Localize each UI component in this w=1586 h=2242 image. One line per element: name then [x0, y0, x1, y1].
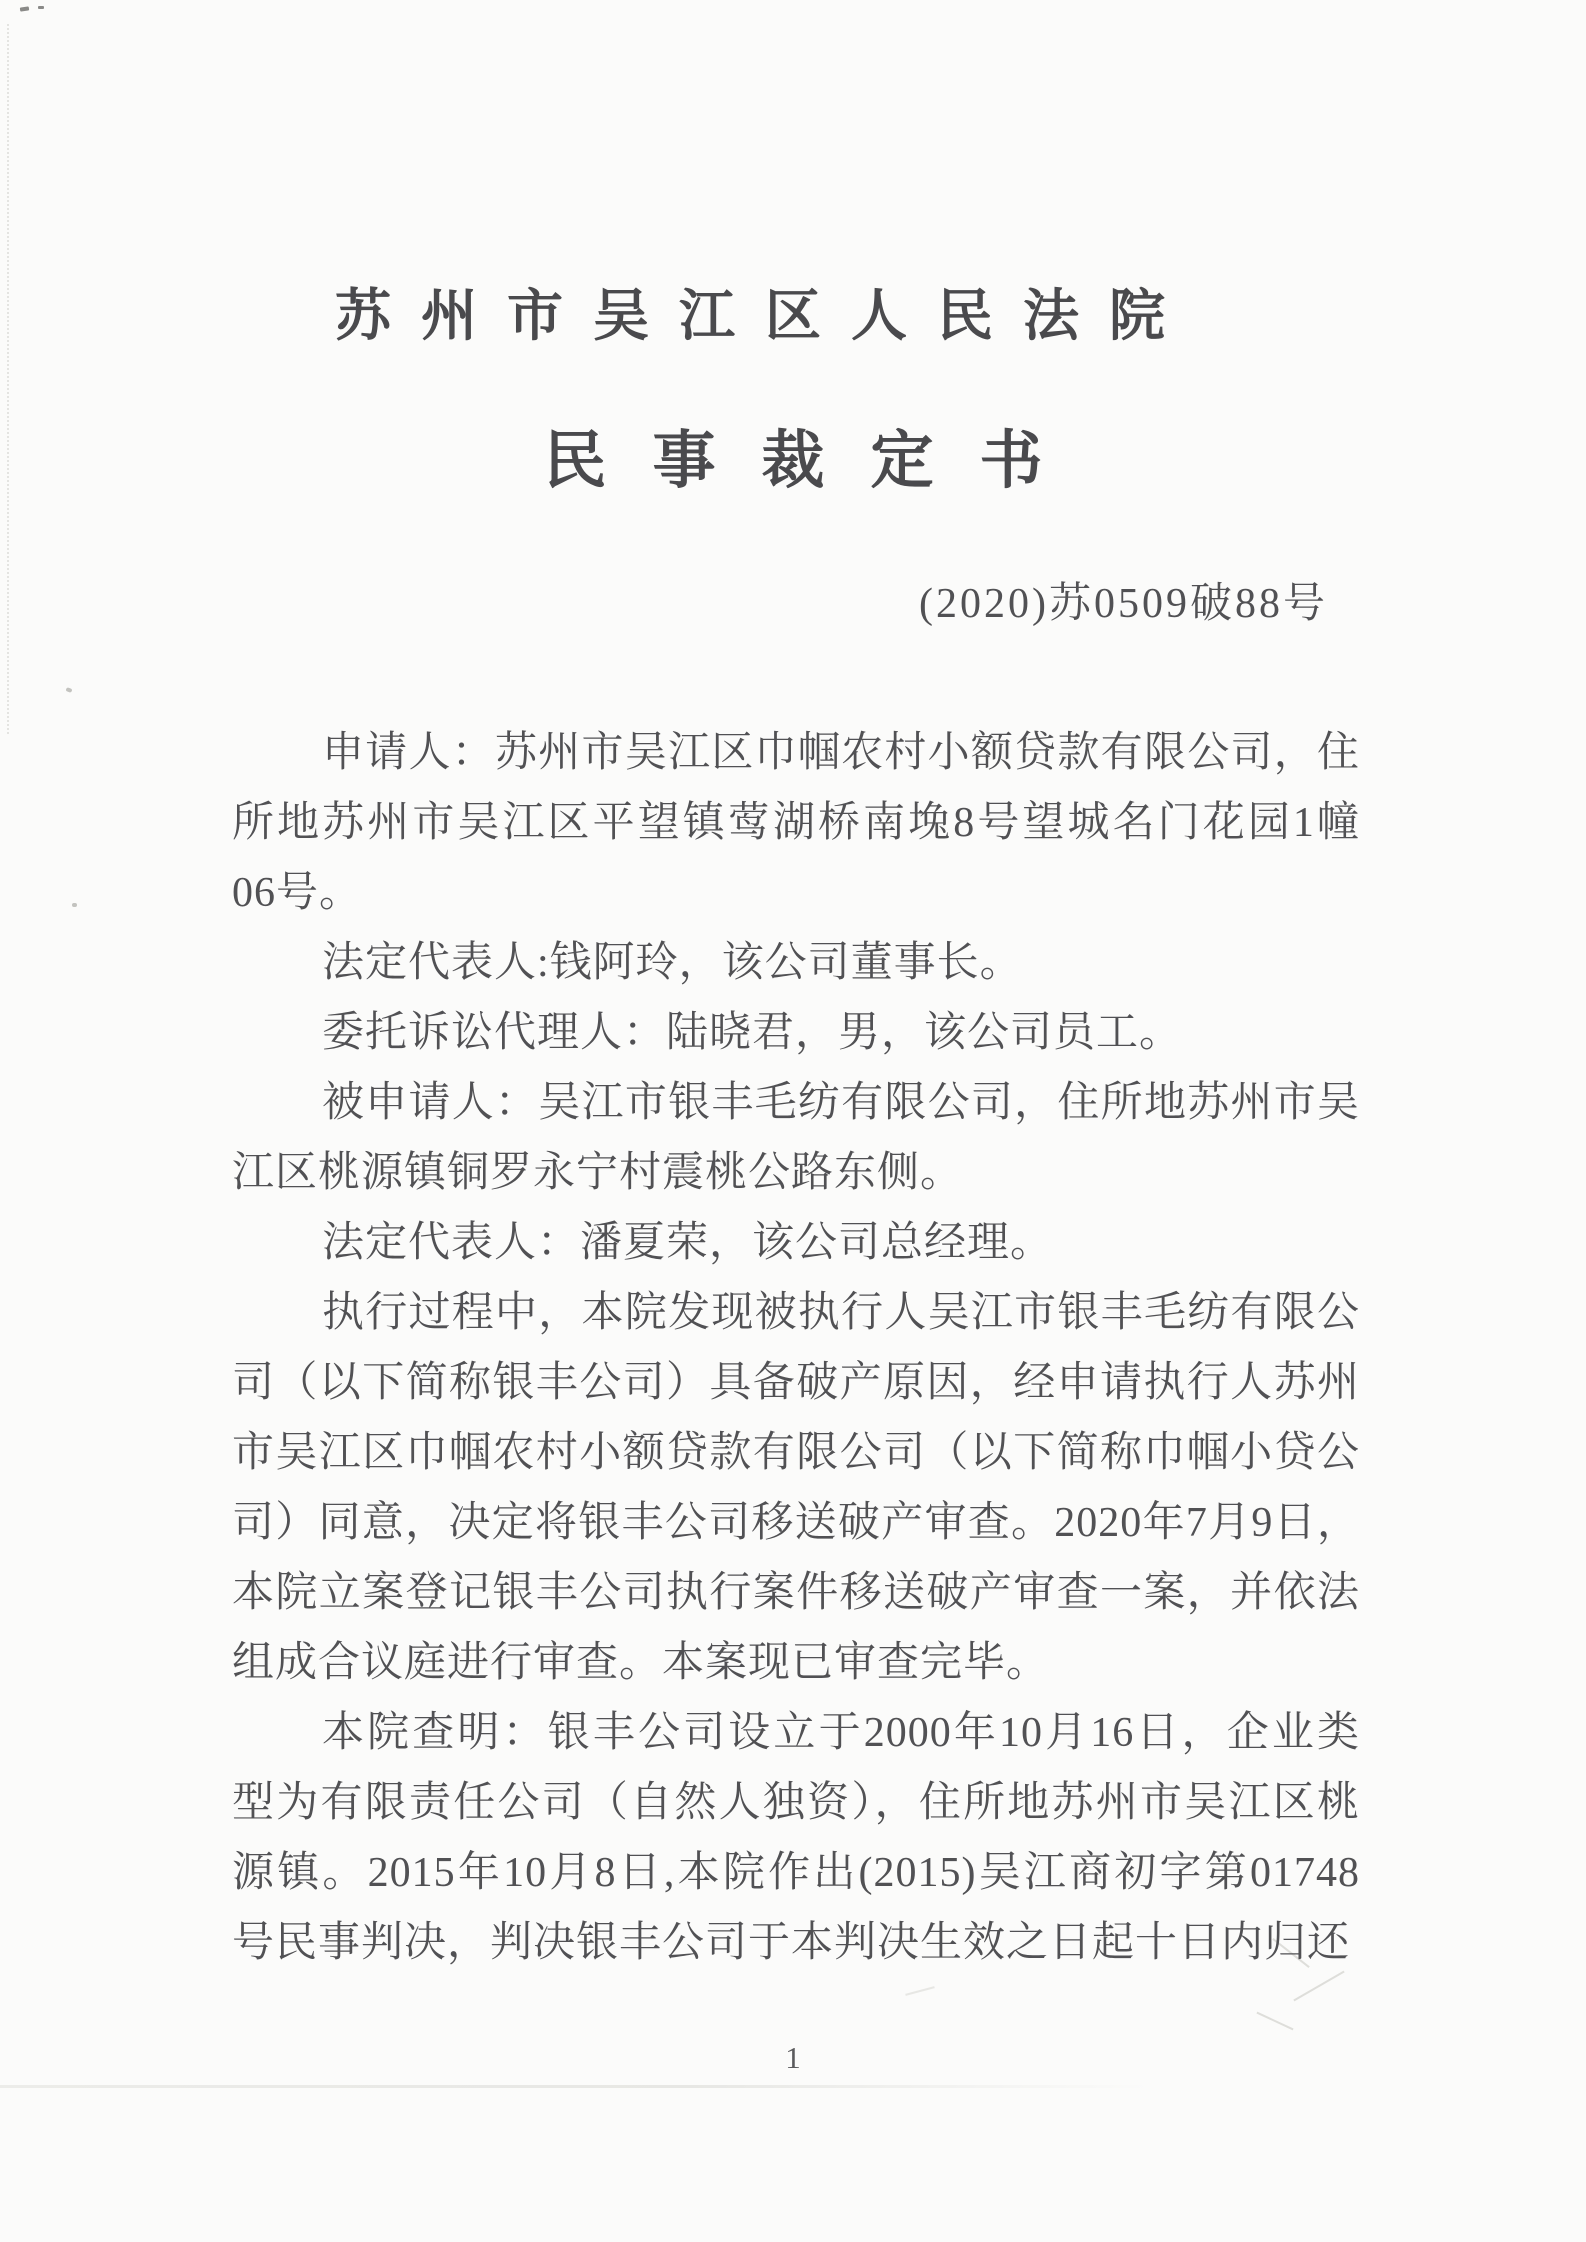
body-line: 源镇。2015年10月8日,本院作出(2015)吴江商初字第01748: [232, 1850, 1360, 1896]
scan-speck: [20, 6, 29, 11]
scan-footer-line-artifact: [0, 2085, 1150, 2088]
body-line: 所地苏州市吴江区平望镇莺湖桥南堍8号望城名门花园1幢: [232, 800, 1360, 846]
scan-margin-mark: [72, 903, 77, 907]
scan-speck: [38, 6, 44, 9]
case-number: (2020)苏0509破88号: [919, 581, 1328, 627]
body-line: 型为有限责任公司（自然人独资），住所地苏州市吴江区桃: [232, 1780, 1360, 1826]
body-line: 司（以下简称银丰公司）具备破产原因，经申请执行人苏州: [232, 1360, 1360, 1406]
body-line: 组成合议庭进行审查。本案现已审查完毕。: [232, 1640, 1050, 1686]
document-body: [232, 718, 1360, 1978]
page-number: 1: [785, 2040, 801, 2075]
body-line: 06号。: [232, 870, 363, 916]
court-name-title: 苏州市吴江区人民法院: [335, 286, 1195, 348]
body-line: 申请人：苏州市吴江区巾帼农村小额贷款有限公司，住: [322, 730, 1360, 776]
scan-smudge: [1256, 2012, 1293, 2031]
body-line: 号民事判决，判决银丰公司于本判决生效之日起十日内归还: [232, 1920, 1351, 1966]
body-line: 法定代表人：潘夏荣，该公司总经理。: [322, 1220, 1054, 1266]
body-line: 市吴江区巾帼农村小额贷款有限公司（以下简称巾帼小贷公: [232, 1430, 1360, 1476]
body-line: 江区桃源镇铜罗永宁村震桃公路东侧。: [232, 1150, 964, 1196]
document-type-title: 民事裁定书: [543, 426, 1089, 496]
scan-margin-mark: [65, 687, 72, 693]
body-line: 被申请人：吴江市银丰毛纺有限公司，住所地苏州市吴: [322, 1080, 1360, 1126]
body-line: 司）同意，决定将银丰公司移送破产审查。2020年7月9日，: [232, 1500, 1360, 1546]
body-line: 法定代表人:钱阿玲，该公司董事长。: [322, 940, 1023, 986]
scan-smudge: [905, 1986, 934, 1996]
body-line: 委托诉讼代理人：陆晓君，男，该公司员工。: [322, 1010, 1183, 1056]
body-line: 执行过程中，本院发现被执行人吴江市银丰毛纺有限公: [322, 1290, 1360, 1336]
body-line: 本院立案登记银丰公司执行案件移送破产审查一案，并依法: [232, 1570, 1360, 1616]
scan-edge-artifact: [7, 24, 9, 734]
body-line: 本院查明：银丰公司设立于2000年10月16日，企业类: [322, 1710, 1360, 1756]
